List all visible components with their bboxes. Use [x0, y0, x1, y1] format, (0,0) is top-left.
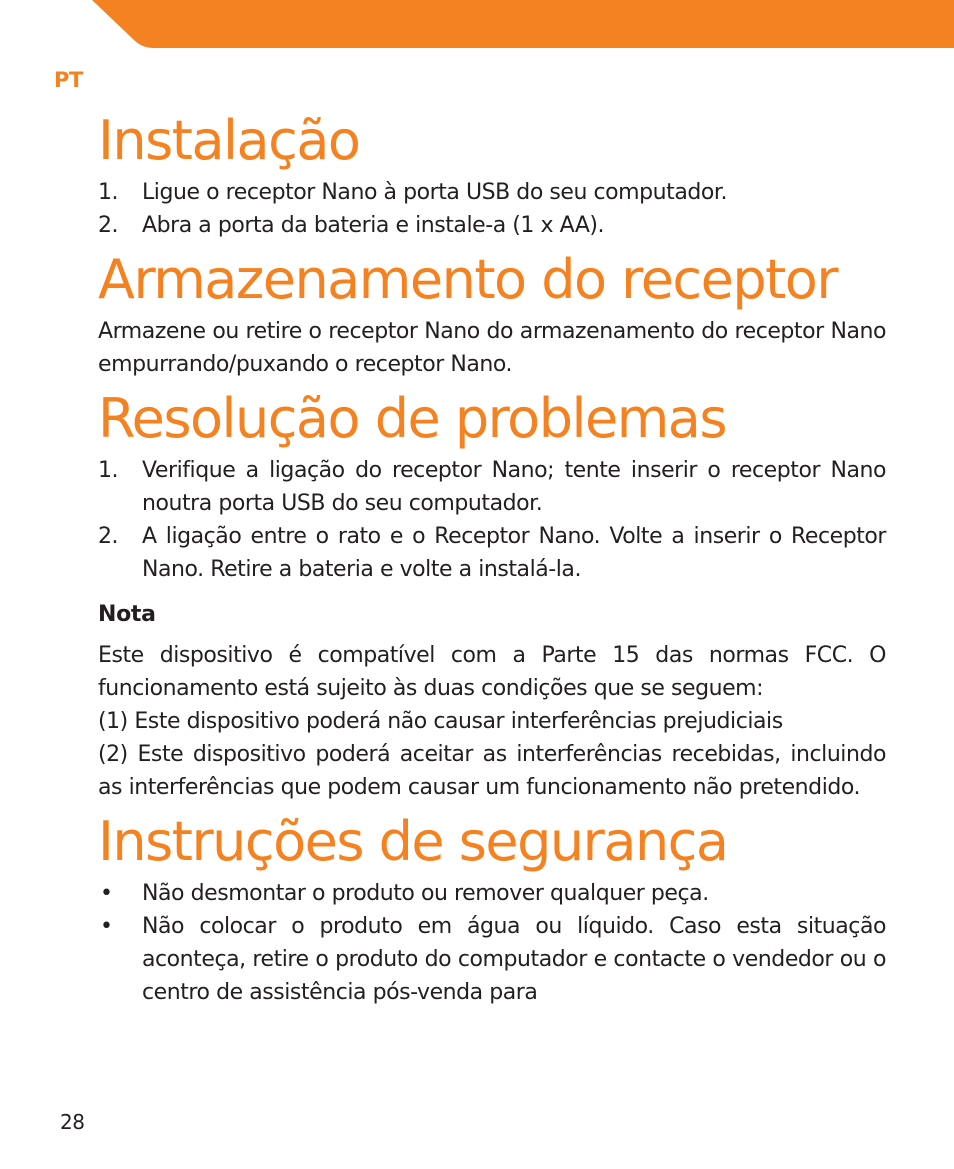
step-number: 1.: [98, 458, 119, 483]
list-item: [98, 877, 886, 910]
step-number: 2.: [98, 213, 119, 238]
header-accent-shape: [92, 0, 954, 48]
list-item: [98, 520, 886, 586]
note-line: (1) Este dispositivo poderá não causar interferências prejudiciais: [98, 709, 783, 734]
step-number: 2.: [98, 524, 119, 549]
storage-body: Armazene ou retire o receptor Nano do armazenamento do receptor Nano empurrando/puxando o receptor Nano.: [98, 319, 886, 377]
step-text: Abra a porta da bateria e instale-a (1 x AA).: [142, 213, 605, 238]
bullet-icon: •: [100, 881, 113, 906]
storage-section: [98, 245, 886, 381]
installation-section: [98, 106, 886, 242]
step-text: A ligação entre o rato e o Receptor Nano. Volte a inserir o Receptor Nano. Retire a bateria e volte a instalá-la.: [142, 524, 886, 582]
list-item: [98, 454, 886, 520]
page-number: 28: [60, 1110, 85, 1134]
safety-section: [98, 807, 886, 1009]
note-line: (2) Este dispositivo poderá aceitar as interferências recebidas, incluindo as interferências que podem causar um funcionamento não pretendido.: [98, 742, 886, 800]
troubleshooting-steps: [98, 454, 886, 586]
troubleshooting-title: Resolução de problemas: [98, 387, 727, 450]
bullet-text: Não colocar o produto em água ou líquido. Caso esta situação aconteça, retire o produto do computador e contacte o vendedor ou o centro de assistência pós-venda para: [142, 914, 886, 1005]
bullet-icon: •: [100, 914, 113, 939]
safety-title: Instruções de segurança: [98, 810, 728, 873]
header-accent-bar: [92, 0, 954, 48]
note-section: [98, 598, 886, 804]
installation-title: Instalação: [98, 109, 360, 172]
list-item: [98, 209, 886, 242]
language-label: PT: [54, 68, 83, 92]
step-text: Ligue o receptor Nano à porta USB do seu computador.: [142, 180, 728, 205]
storage-title: Armazenamento do receptor: [98, 248, 838, 311]
step-text: Verifique a ligação do receptor Nano; tente inserir o receptor Nano noutra porta USB do seu computador.: [142, 458, 886, 516]
list-item: [98, 176, 886, 209]
installation-steps: [98, 176, 886, 242]
note-line: Este dispositivo é compatível com a Parte 15 das normas FCC. O funcionamento está sujeito às duas condições que se seguem:: [98, 643, 886, 701]
list-item: [98, 910, 886, 1009]
step-number: 1.: [98, 180, 119, 205]
note-title: Nota: [98, 602, 156, 627]
troubleshooting-section: [98, 384, 886, 586]
bullet-text: Não desmontar o produto ou remover qualquer peça.: [142, 881, 709, 906]
safety-bullets: [98, 877, 886, 1009]
page-content: [98, 106, 886, 1009]
